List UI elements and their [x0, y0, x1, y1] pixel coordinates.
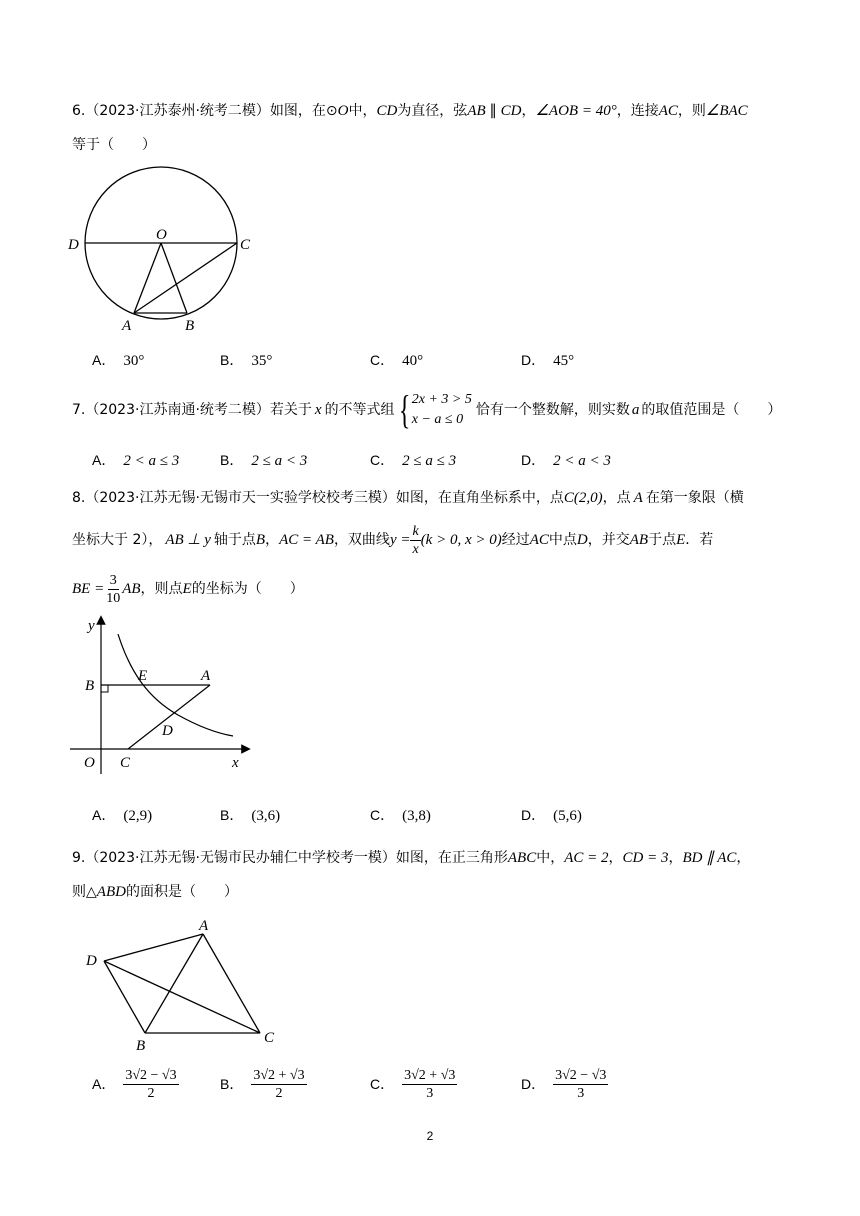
q7-text: 若关于	[269, 402, 312, 418]
q9-figure	[80, 912, 280, 1057]
option-label: B．	[220, 1075, 244, 1092]
q7-option-d[interactable]	[521, 450, 611, 471]
q7-math-x: x	[314, 402, 322, 418]
option-label: B．	[220, 352, 244, 368]
q6-math-angle: ∠AOB = 40°	[535, 103, 617, 119]
q8-text: 中点	[548, 532, 577, 548]
q7-brace: {	[398, 387, 410, 432]
q9-math-ac: AC = 2	[564, 850, 609, 866]
q9-line2	[72, 882, 238, 902]
option-label: C．	[370, 352, 395, 368]
q6-math-ac: AC	[658, 103, 678, 119]
option-fraction	[251, 1067, 306, 1102]
q8-right-angle-mark	[101, 685, 108, 692]
q6-text: 为直径，弦	[397, 103, 468, 119]
q9-text: 的面积是（ ）	[125, 884, 238, 900]
q9-option-b[interactable]	[220, 1067, 307, 1102]
frac-den: 3	[426, 1086, 434, 1101]
q8-text: 经过	[501, 532, 530, 548]
q8-source: （2023·江苏无锡·无锡市天一实验学校校考三模）	[85, 490, 396, 506]
q6-line1	[72, 101, 748, 121]
q8-fraction-3-10	[104, 572, 122, 607]
q8-math-condition: (k > 0, x > 0)	[420, 532, 502, 548]
q8-text: 轴于点	[213, 532, 256, 548]
q6-text: ，则	[677, 103, 706, 119]
q6-math-o: O	[337, 103, 349, 119]
q9-text: 如图，在正三角形	[395, 850, 508, 866]
q6-label-o: O	[156, 227, 167, 243]
q8-text: ，并交	[587, 532, 630, 548]
q8-figure	[70, 612, 260, 777]
option-label: D．	[521, 1075, 546, 1092]
q8-math-ab: AB	[629, 532, 649, 548]
q6-text: 如图，在⊙	[269, 103, 338, 119]
q6-chord-ac	[134, 243, 237, 313]
q8-label-o: O	[84, 755, 95, 771]
q8-text: ，双曲线	[333, 532, 390, 548]
q9-text: 则△	[72, 884, 97, 900]
q8-fraction-k-x	[410, 523, 420, 558]
q8-math-eq: AC = AB	[279, 532, 334, 548]
q7-inequality-system	[412, 390, 472, 430]
option-fraction	[402, 1067, 457, 1102]
option-value: 30°	[123, 353, 145, 369]
option-value: (3,6)	[251, 808, 281, 824]
q6-figure	[62, 160, 272, 340]
q8-text: ．若	[685, 532, 714, 548]
option-value: (3,8)	[402, 808, 431, 824]
q6-option-d[interactable]	[521, 350, 574, 371]
q8-math-y: y =	[389, 532, 411, 548]
q6-text: ，	[521, 103, 536, 119]
option-label: D．	[521, 352, 546, 368]
q9-source: （2023·江苏无锡·无锡市民办辅仁中学校考一模）	[85, 850, 396, 866]
q6-math-cd: CD	[376, 103, 398, 119]
q7-line	[72, 388, 781, 432]
option-label: C．	[370, 452, 395, 468]
q6-text: 中，	[348, 103, 377, 119]
option-label: C．	[370, 807, 395, 823]
q8-text: 如图，在直角坐标系中，点	[395, 490, 564, 506]
q6-label-d: D	[68, 237, 79, 253]
option-label: D．	[521, 452, 546, 468]
q9-text: ，	[608, 850, 623, 866]
option-value: 2 < a < 3	[553, 453, 611, 469]
frac-num: 3√2 − √3	[555, 1068, 607, 1083]
frac-num: 3√2 + √3	[404, 1068, 456, 1083]
q8-math-a: A	[633, 490, 643, 506]
option-label: B．	[220, 807, 244, 823]
q9-option-a[interactable]	[92, 1067, 179, 1102]
q8-label-y: y	[88, 618, 95, 634]
q8-label-c: C	[120, 755, 131, 771]
q6-segment-ob	[161, 243, 187, 313]
frac-den: 2	[275, 1086, 283, 1101]
option-value: 45°	[553, 353, 575, 369]
frac-den: 10	[106, 590, 121, 606]
q6-line2: 等于（ ）	[72, 137, 156, 153]
q9-segment-db	[104, 961, 145, 1033]
q6-option-a[interactable]	[92, 350, 144, 371]
option-label: D．	[521, 807, 546, 823]
option-label: A．	[92, 807, 116, 823]
q7-text: 的取值范围是（ ）	[641, 402, 782, 418]
option-label: B．	[220, 452, 244, 468]
q8-math-b: B	[255, 532, 266, 548]
q6-label-b: B	[185, 318, 195, 334]
q6-number: 6.	[72, 103, 86, 119]
q8-number: 8.	[72, 490, 86, 506]
frac-num: 3√2 − √3	[125, 1068, 177, 1083]
frac-den: 3	[577, 1086, 585, 1101]
q8-math-be: BE =	[72, 581, 105, 597]
option-value: (5,6)	[553, 808, 582, 824]
q6-math-cd: CD	[500, 103, 522, 119]
q8-option-a[interactable]	[92, 805, 152, 826]
q7-text: 恰有一个整数解，则实数	[475, 402, 630, 418]
option-value: (2,9)	[123, 808, 153, 824]
option-label: A．	[92, 352, 116, 368]
q8-option-d[interactable]	[521, 805, 582, 826]
q7-source: （2023·江苏南通·统考二模）	[85, 402, 270, 418]
q8-label-x: x	[232, 755, 239, 771]
q8-math-point-c: C(2,0)	[563, 490, 603, 506]
frac-num: 3	[109, 572, 117, 588]
q6-segment-oa	[134, 243, 161, 313]
q8-label-a: A	[201, 668, 211, 684]
option-label: C．	[370, 1075, 395, 1092]
option-value: 40°	[402, 353, 424, 369]
option-fraction	[553, 1067, 608, 1102]
frac-den: 2	[147, 1086, 155, 1101]
q8-text: 于点	[648, 532, 677, 548]
q9-math-bd: BD ∥ AC	[682, 850, 737, 866]
frac-den: x	[412, 541, 419, 557]
q6-label-a: A	[122, 318, 132, 334]
option-value: 2 ≤ a < 3	[251, 453, 308, 469]
q9-option-d[interactable]	[521, 1067, 608, 1102]
q8-line1	[72, 488, 744, 508]
q9-label-d: D	[86, 953, 97, 969]
q8-option-c[interactable]	[370, 805, 431, 826]
q7-inequality-2: x − a ≤ 0	[411, 412, 464, 427]
q8-label-e: E	[138, 668, 148, 684]
q8-math-perp: AB ⊥ y	[165, 532, 211, 548]
q6-source: （2023·江苏泰州·统考二模）	[85, 103, 270, 119]
q9-text: 中，	[536, 850, 565, 866]
q8-math-e: E	[676, 532, 686, 548]
q8-text: 的坐标为（ ）	[191, 581, 304, 597]
option-label: A．	[92, 452, 116, 468]
q6-option-c[interactable]	[370, 350, 423, 371]
q8-math-d: D	[576, 532, 588, 548]
q7-option-a[interactable]	[92, 450, 179, 471]
q8-math-ab: AB	[122, 581, 141, 597]
q8-text: 在第一象限（横	[645, 490, 744, 506]
q8-text: 坐标大于 2），	[72, 532, 163, 548]
q9-math-abd: ABD	[96, 884, 126, 900]
q8-segment-ca	[128, 685, 210, 749]
option-fraction	[123, 1067, 178, 1102]
q9-math-cd: CD = 3	[622, 850, 669, 866]
q9-number: 9.	[72, 850, 86, 866]
q8-label-d: D	[162, 723, 173, 739]
q9-segment-dc	[104, 961, 260, 1033]
q7-inequality-1: 2x + 3 > 5	[411, 392, 472, 407]
q7-math-a: a	[631, 402, 640, 418]
q8-text: ，点	[602, 490, 631, 506]
q9-label-a: A	[199, 918, 209, 934]
q6-text: ，连接	[616, 103, 659, 119]
q9-segment-ac	[203, 934, 260, 1033]
q8-line2	[72, 520, 713, 560]
q8-text: ，则点	[140, 581, 183, 597]
q9-text: ，	[736, 850, 751, 866]
q9-text: ，	[668, 850, 683, 866]
q9-label-c: C	[264, 1030, 275, 1046]
frac-num: 3√2 + √3	[253, 1068, 305, 1083]
page-number: 2	[426, 1129, 434, 1143]
q7-option-b[interactable]	[220, 450, 307, 471]
frac-num: k	[412, 523, 419, 539]
q8-math-ac: AC	[529, 532, 549, 548]
q7-text: 的不等式组	[324, 402, 395, 418]
option-value: 2 ≤ a ≤ 3	[402, 453, 457, 469]
q7-number: 7.	[72, 402, 86, 418]
q9-option-c[interactable]	[370, 1067, 457, 1102]
option-label: A．	[92, 1075, 116, 1092]
q6-math-ab: AB	[467, 103, 486, 119]
option-value: 35°	[251, 353, 273, 369]
q9-line1	[72, 848, 750, 868]
q6-option-b[interactable]	[220, 350, 272, 371]
q9-segment-da	[104, 934, 203, 961]
q7-option-c[interactable]	[370, 450, 456, 471]
q8-line3	[72, 569, 304, 609]
q6-math-parallel: ∥	[485, 103, 501, 119]
option-value: 2 < a ≤ 3	[123, 453, 180, 469]
q8-math-e: E	[182, 581, 192, 597]
q8-option-b[interactable]	[220, 805, 280, 826]
q9-label-b: B	[136, 1038, 146, 1054]
q8-text: ，	[265, 532, 280, 548]
q6-label-c: C	[240, 237, 251, 253]
q8-label-b: B	[85, 678, 95, 694]
q6-math-bac: ∠BAC	[705, 103, 748, 119]
q9-math-abc: ABC	[507, 850, 537, 866]
